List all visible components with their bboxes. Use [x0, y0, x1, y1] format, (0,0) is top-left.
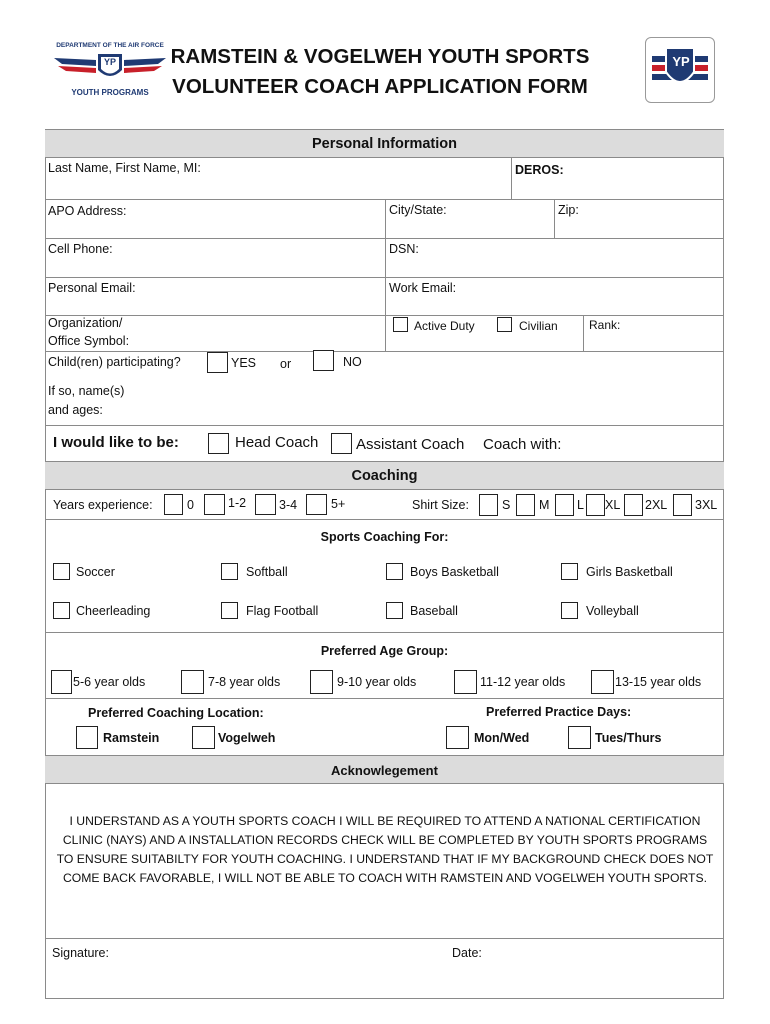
- age-5-6-checkbox[interactable]: [51, 670, 72, 694]
- shirt-s-label: S: [502, 498, 511, 512]
- head-coach-label: Head Coach: [235, 434, 319, 451]
- cell-field[interactable]: [125, 240, 380, 274]
- form-title-line2: VOLUNTEER COACH APPLICATION FORM: [172, 75, 588, 98]
- age-11-12-label: 11-12 year olds: [480, 675, 566, 689]
- age-group-heading: Preferred Age Group:: [320, 644, 449, 658]
- city-label: City/State:: [389, 203, 447, 217]
- active-duty-label: Active Duty: [414, 319, 475, 333]
- sport-flag-football-label: Flag Football: [246, 604, 319, 618]
- personal-email-label: Personal Email:: [48, 281, 136, 295]
- sport-volleyball-label: Volleyball: [586, 604, 639, 618]
- sport-girls-basketball-checkbox[interactable]: [561, 563, 578, 580]
- logo-top-text: DEPARTMENT OF THE AIR FORCE: [56, 42, 164, 49]
- sport-softball-checkbox[interactable]: [221, 563, 238, 580]
- location-vogelweh-checkbox[interactable]: [192, 726, 215, 749]
- children-yes-checkbox[interactable]: [207, 352, 228, 373]
- rank-label: Rank:: [589, 318, 621, 332]
- name-label: Last Name, First Name, MI:: [48, 161, 201, 175]
- location-ramstein-label: Ramstein: [103, 731, 160, 745]
- personal-email-field[interactable]: [150, 279, 380, 313]
- children-label: Child(ren) participating?: [48, 355, 181, 369]
- days-mon-wed-checkbox[interactable]: [446, 726, 469, 749]
- sport-cheerleading-label: Cheerleading: [76, 604, 151, 618]
- yp-shield-logo: [645, 37, 715, 103]
- civilian-checkbox[interactable]: [497, 317, 512, 332]
- form-title-line1: RAMSTEIN & VOGELWEH YOUTH SPORTS: [170, 45, 590, 68]
- personal-info-heading: Personal Information: [45, 129, 724, 158]
- sport-softball-label: Softball: [246, 565, 288, 579]
- zip-field[interactable]: [585, 201, 720, 235]
- children-yes-label: YES: [231, 356, 257, 370]
- children-no-checkbox[interactable]: [313, 350, 334, 371]
- acknowledgement-text: I UNDERSTAND AS A YOUTH SPORTS COACH I WILL BE REQUIRED TO ATTEND A NATIONAL CERTIFICATION CLINIC (NAYS) AND A INSTALLATION RECORDS CHECK WILL BE COMPLETED BY YOUTH SPORTS PROGRAMS TO ENSURE SUITABILTY FOR YOUTH COACHING. I UNDERSTAND THAT IF MY BACKGROUND CHECK DOES NOT COME BACK FAVORABLE, I WILL NOT BE ABLE TO COACH WITH RAMSTEIN AND VOGELWEH YOUTH SPORTS.: [56, 814, 714, 885]
- acknowledgement-heading: Acknowlegement: [45, 755, 724, 784]
- coach-with-label: Coach with:: [483, 436, 562, 453]
- shirt-xl-checkbox[interactable]: [586, 494, 605, 516]
- cell-label: Cell Phone:: [48, 242, 113, 256]
- age-9-10-checkbox[interactable]: [310, 670, 333, 694]
- sport-volleyball-checkbox[interactable]: [561, 602, 578, 619]
- assistant-coach-label: Assistant Coach: [356, 436, 465, 453]
- location-ramstein-checkbox[interactable]: [76, 726, 98, 749]
- coaching-heading: Coaching: [45, 461, 724, 490]
- shirt-l-label: L: [577, 498, 584, 512]
- org-field[interactable]: [150, 318, 380, 350]
- age-5-6-label: 5-6 year olds: [73, 675, 146, 689]
- years-5-label: 5+: [331, 497, 346, 511]
- years-3-4-label: 3-4: [279, 498, 298, 512]
- sport-girls-basketball-label: Girls Basketball: [586, 565, 673, 579]
- names-label-2: and ages:: [48, 403, 103, 417]
- children-no-label: NO: [343, 355, 362, 369]
- logo-bottom-text: YOUTH PROGRAMS: [71, 88, 149, 97]
- city-field[interactable]: [455, 201, 550, 235]
- shirt-l-checkbox[interactable]: [555, 494, 574, 516]
- org-label-1: Organization/: [48, 316, 123, 330]
- years-label: Years experience:: [53, 498, 153, 512]
- deros-label: DEROS:: [515, 163, 564, 177]
- years-0-checkbox[interactable]: [164, 494, 183, 515]
- active-duty-checkbox[interactable]: [393, 317, 408, 332]
- age-9-10-label: 9-10 year olds: [337, 675, 417, 689]
- sport-cheerleading-checkbox[interactable]: [53, 602, 70, 619]
- assistant-coach-checkbox[interactable]: [331, 433, 352, 454]
- years-1-2-checkbox[interactable]: [204, 494, 225, 515]
- zip-label: Zip:: [558, 203, 579, 217]
- sport-boys-basketball-checkbox[interactable]: [386, 563, 403, 580]
- sport-boys-basketball-label: Boys Basketball: [410, 565, 499, 579]
- children-or-label: or: [280, 357, 292, 371]
- age-13-15-label: 13-15 year olds: [615, 675, 702, 689]
- shirt-xl-label: XL: [605, 498, 621, 512]
- logo-mark-text: YP: [103, 57, 116, 67]
- years-5-checkbox[interactable]: [306, 494, 327, 515]
- shirt-3xl-label: 3XL: [695, 498, 718, 512]
- civilian-label: Civilian: [519, 319, 558, 333]
- sport-soccer-label: Soccer: [76, 565, 115, 579]
- shirt-m-label: M: [539, 498, 550, 512]
- sport-soccer-checkbox[interactable]: [53, 563, 70, 580]
- days-tues-thurs-label: Tues/Thurs: [595, 731, 662, 745]
- signature-label: Signature:: [52, 946, 109, 960]
- shirt-3xl-checkbox[interactable]: [673, 494, 692, 516]
- years-1-2-label: 1-2: [228, 496, 247, 510]
- dsn-field[interactable]: [420, 240, 720, 274]
- date-label: Date:: [452, 946, 482, 960]
- date-field[interactable]: [490, 942, 720, 992]
- sports-heading: Sports Coaching For:: [320, 530, 449, 544]
- age-13-15-checkbox[interactable]: [591, 670, 614, 694]
- shield-mark-text: YP: [672, 54, 690, 69]
- shirt-m-checkbox[interactable]: [516, 494, 535, 516]
- signature-field[interactable]: [120, 942, 440, 992]
- location-vogelweh-label: Vogelweh: [218, 731, 276, 745]
- deros-field[interactable]: [565, 160, 720, 196]
- head-coach-checkbox[interactable]: [208, 433, 229, 454]
- name-field[interactable]: [48, 176, 508, 196]
- years-0-label: 0: [187, 498, 194, 512]
- years-3-4-checkbox[interactable]: [255, 494, 276, 515]
- dsn-label: DSN:: [389, 242, 419, 256]
- role-label: I would like to be:: [53, 434, 179, 451]
- children-names-field[interactable]: [140, 382, 720, 422]
- shield-icon: [650, 42, 710, 98]
- shirt-2xl-label: 2XL: [645, 498, 668, 512]
- age-11-12-checkbox[interactable]: [454, 670, 477, 694]
- location-heading: Preferred Coaching Location:: [88, 706, 264, 720]
- shirt-label: Shirt Size:: [412, 498, 469, 512]
- sport-baseball-label: Baseball: [410, 604, 458, 618]
- shirt-s-checkbox[interactable]: [479, 494, 498, 516]
- org-label-2: Office Symbol:: [48, 334, 130, 348]
- apo-field[interactable]: [140, 201, 380, 235]
- age-7-8-checkbox[interactable]: [181, 670, 204, 694]
- shirt-2xl-checkbox[interactable]: [624, 494, 643, 516]
- days-tues-thurs-checkbox[interactable]: [568, 726, 591, 749]
- work-email-field[interactable]: [465, 279, 720, 313]
- age-7-8-label: 7-8 year olds: [208, 675, 281, 689]
- days-heading: Preferred Practice Days:: [486, 705, 632, 719]
- days-mon-wed-label: Mon/Wed: [474, 731, 530, 745]
- rank-field[interactable]: [625, 318, 720, 348]
- names-label-1: If so, name(s): [48, 384, 125, 398]
- sport-flag-football-checkbox[interactable]: [221, 602, 238, 619]
- sport-baseball-checkbox[interactable]: [386, 602, 403, 619]
- apo-label: APO Address:: [48, 204, 127, 218]
- coach-with-field[interactable]: [575, 430, 720, 458]
- work-email-label: Work Email:: [389, 281, 457, 295]
